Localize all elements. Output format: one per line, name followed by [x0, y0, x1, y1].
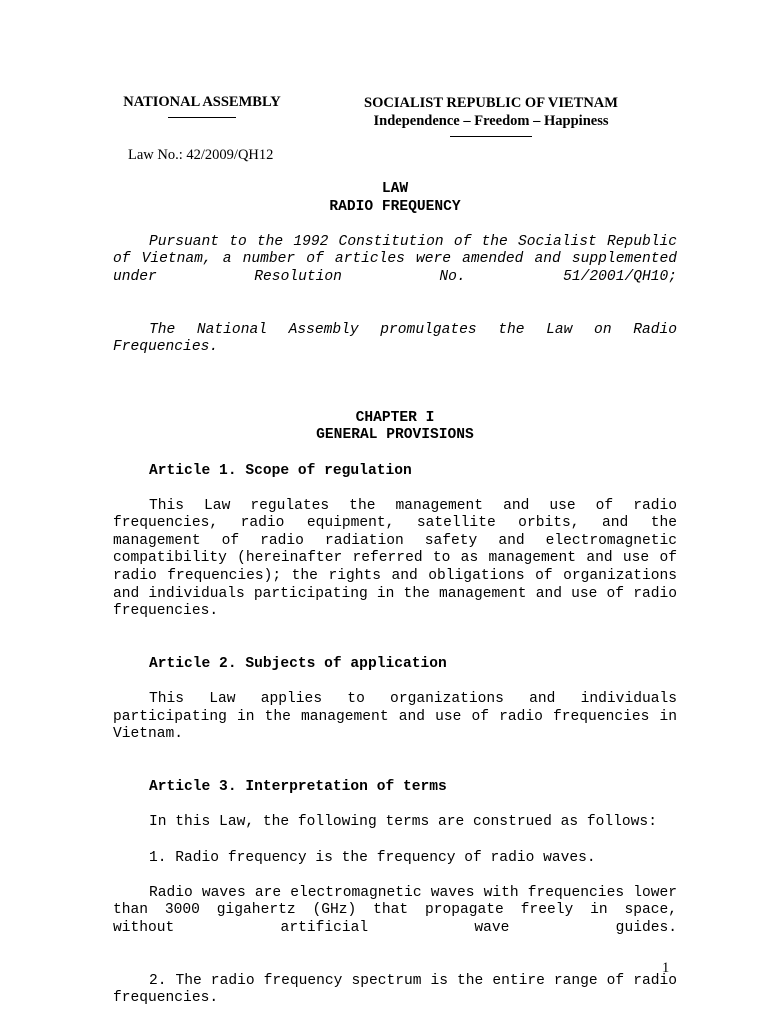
article-3-term-1-detail: Radio waves are electromagnetic waves with frequencies lower than 3000 gigahertz (GHz) that propagate freely in space, without artificial wave guides.: [113, 884, 677, 936]
country-motto: Independence – Freedom – Happiness: [373, 113, 609, 129]
article-1-text: This Law regulates the management and use of radio frequencies, radio equipment, satellite orbits, and the management of radio radiation safety and electromagnetic compatibility (hereinafter referred to as management and use of radio frequencies); the rights and obligations of organizations and individuals participating in the management and use of radio frequencies.: [113, 497, 677, 620]
article-3-term-1: 1. Radio frequency is the frequency of radio waves.: [149, 849, 596, 866]
issuer-underline: [168, 117, 236, 118]
article-3-term-2: 2. The radio frequency spectrum is the entire range of radio frequencies.: [113, 972, 677, 1007]
preamble-paragraph-2: The National Assembly promulgates the Law on Radio Frequencies.: [113, 321, 677, 356]
article-3-intro: In this Law, the following terms are construed as follows:: [149, 814, 657, 831]
country-header: [346, 94, 636, 137]
chapter-number: CHAPTER I: [355, 409, 435, 426]
issuer-name: NATIONAL ASSEMBLY: [123, 94, 281, 110]
law-number: Law No.: 42/2009/QH12: [128, 147, 274, 163]
country-name: SOCIALIST REPUBLIC OF VIETNAM: [364, 95, 618, 111]
article-3-heading: Article 3. Interpretation of terms: [149, 779, 447, 796]
document-body: [113, 181, 677, 1026]
page-number: 1: [662, 960, 670, 976]
issuer-header: [112, 94, 292, 118]
title-law: LAW: [381, 181, 409, 197]
article-2-text: This Law applies to organizations and individuals participating in the management and use of radio frequencies in Vietnam.: [113, 691, 677, 743]
preamble-paragraph-1: Pursuant to the 1992 Constitution of the Socialist Republic of Vietnam, a number of articles were amended and supplemented under Resolution No. 51/2001/QH10;: [113, 233, 677, 285]
title-subject: RADIO FREQUENCY: [329, 198, 461, 215]
chapter-title: GENERAL PROVISIONS: [316, 427, 474, 444]
motto-underline: [450, 136, 532, 137]
article-2-heading: Article 2. Subjects of application: [149, 656, 447, 673]
article-1-heading: Article 1. Scope of regulation: [149, 462, 412, 479]
